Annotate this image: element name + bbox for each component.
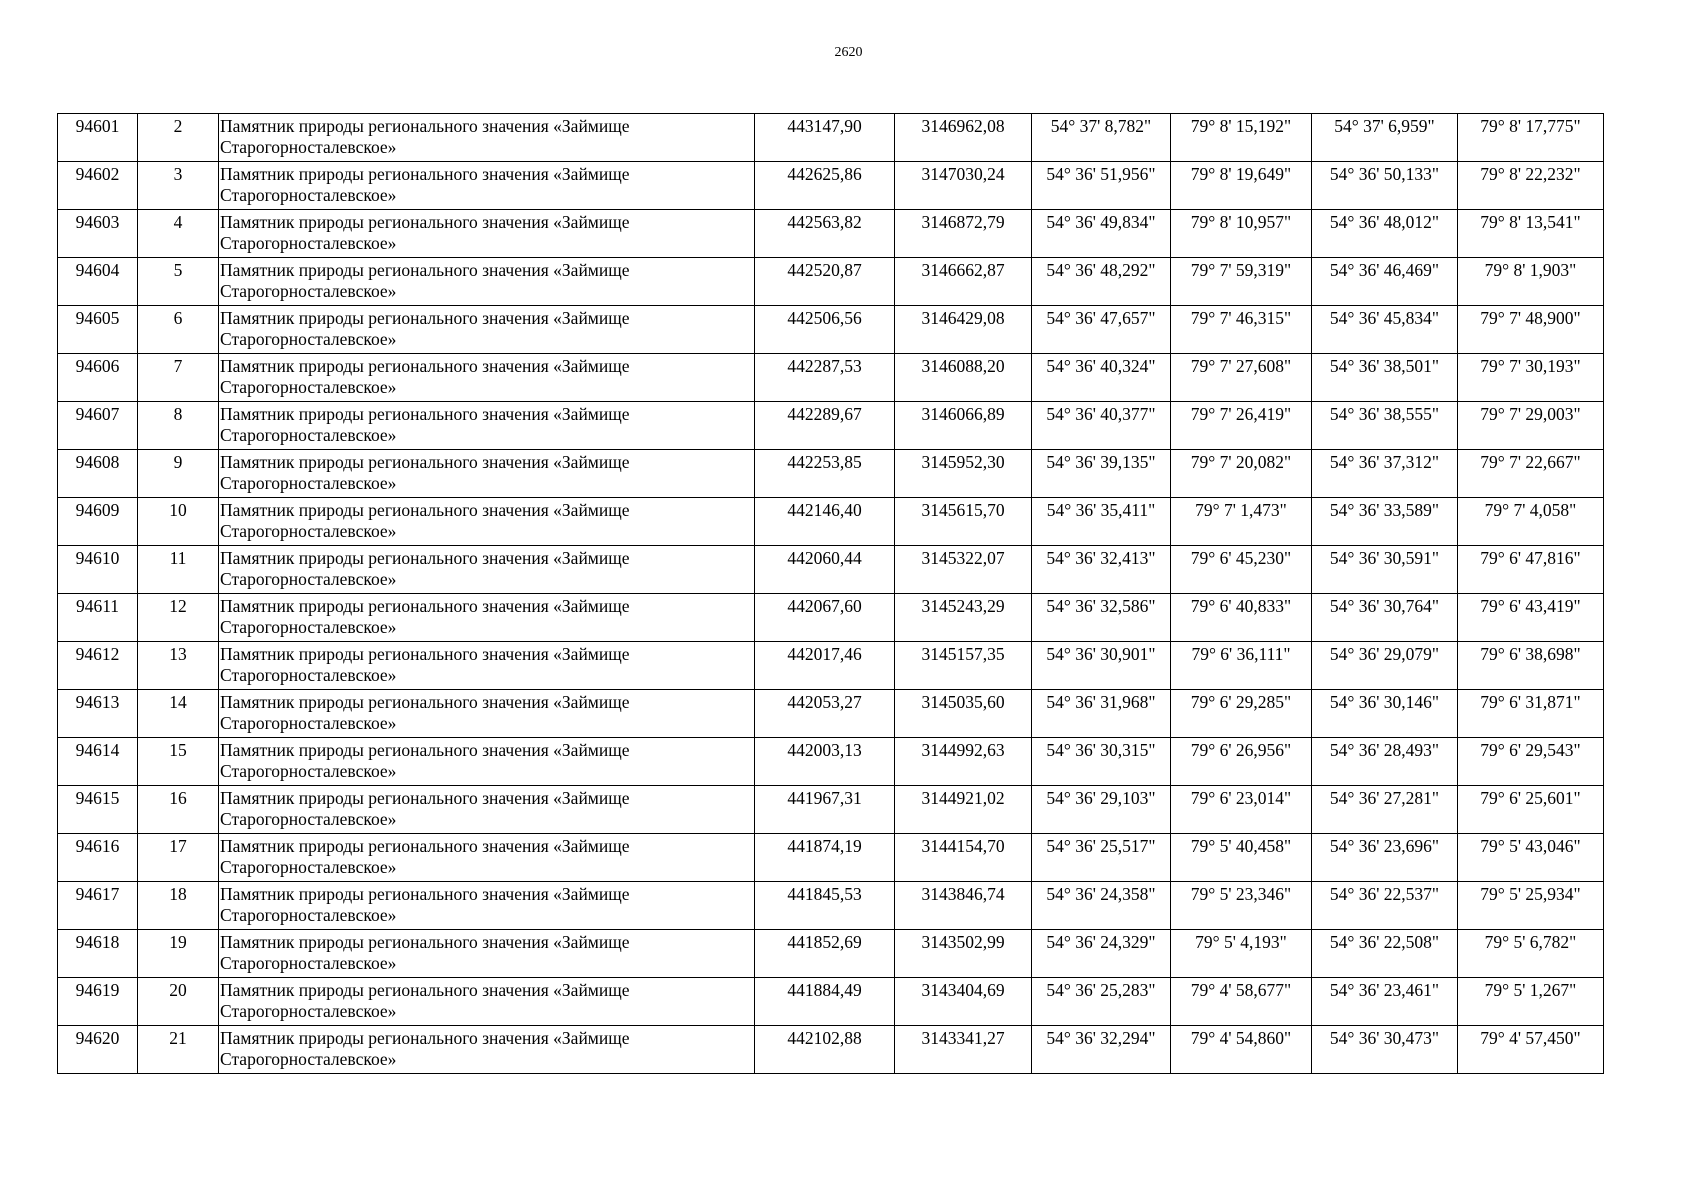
y-coordinate-cell: 3144992,63 <box>895 738 1032 786</box>
latitude-alt-cell: 54° 36' 48,012" <box>1312 210 1458 258</box>
row-id-cell: 94618 <box>58 930 138 978</box>
longitude-cell: 79° 8' 10,957" <box>1171 210 1312 258</box>
longitude-cell: 79° 7' 59,319" <box>1171 258 1312 306</box>
point-number-cell: 21 <box>138 1026 219 1074</box>
point-number-cell: 10 <box>138 498 219 546</box>
longitude-alt-cell: 79° 5' 25,934" <box>1458 882 1604 930</box>
longitude-cell: 79° 6' 29,285" <box>1171 690 1312 738</box>
table-row <box>58 402 1604 450</box>
longitude-cell: 79° 6' 23,014" <box>1171 786 1312 834</box>
point-number-cell: 16 <box>138 786 219 834</box>
point-number-cell: 17 <box>138 834 219 882</box>
table-row <box>58 642 1604 690</box>
latitude-alt-cell: 54° 36' 30,146" <box>1312 690 1458 738</box>
table-row <box>58 162 1604 210</box>
row-id-cell: 94605 <box>58 306 138 354</box>
table-row <box>58 978 1604 1026</box>
x-coordinate-cell: 442506,56 <box>755 306 895 354</box>
table-row <box>58 930 1604 978</box>
y-coordinate-cell: 3146662,87 <box>895 258 1032 306</box>
latitude-cell: 54° 36' 40,377" <box>1032 402 1171 450</box>
object-name-cell: Памятник природы регионального значения «Займище Старогорносталевское» <box>219 690 755 738</box>
table-row <box>58 546 1604 594</box>
latitude-alt-cell: 54° 36' 46,469" <box>1312 258 1458 306</box>
y-coordinate-cell: 3145157,35 <box>895 642 1032 690</box>
longitude-alt-cell: 79° 7' 29,003" <box>1458 402 1604 450</box>
x-coordinate-cell: 442003,13 <box>755 738 895 786</box>
x-coordinate-cell: 442520,87 <box>755 258 895 306</box>
y-coordinate-cell: 3143341,27 <box>895 1026 1032 1074</box>
object-name-cell: Памятник природы регионального значения «Займище Старогорносталевское» <box>219 738 755 786</box>
latitude-alt-cell: 54° 36' 30,591" <box>1312 546 1458 594</box>
x-coordinate-cell: 441874,19 <box>755 834 895 882</box>
table-row <box>58 210 1604 258</box>
point-number-cell: 12 <box>138 594 219 642</box>
latitude-alt-cell: 54° 36' 28,493" <box>1312 738 1458 786</box>
point-number-cell: 19 <box>138 930 219 978</box>
table-row <box>58 738 1604 786</box>
longitude-alt-cell: 79° 4' 57,450" <box>1458 1026 1604 1074</box>
row-id-cell: 94607 <box>58 402 138 450</box>
table-row <box>58 306 1604 354</box>
row-id-cell: 94616 <box>58 834 138 882</box>
latitude-alt-cell: 54° 36' 37,312" <box>1312 450 1458 498</box>
longitude-cell: 79° 6' 45,230" <box>1171 546 1312 594</box>
row-id-cell: 94602 <box>58 162 138 210</box>
latitude-alt-cell: 54° 36' 30,473" <box>1312 1026 1458 1074</box>
y-coordinate-cell: 3146066,89 <box>895 402 1032 450</box>
object-name-cell: Памятник природы регионального значения «Займище Старогорносталевское» <box>219 882 755 930</box>
object-name-cell: Памятник природы регионального значения «Займище Старогорносталевское» <box>219 786 755 834</box>
y-coordinate-cell: 3146429,08 <box>895 306 1032 354</box>
row-id-cell: 94620 <box>58 1026 138 1074</box>
x-coordinate-cell: 442053,27 <box>755 690 895 738</box>
object-name-cell: Памятник природы регионального значения «Займище Старогорносталевское» <box>219 930 755 978</box>
y-coordinate-cell: 3145322,07 <box>895 546 1032 594</box>
latitude-alt-cell: 54° 37' 6,959" <box>1312 114 1458 162</box>
latitude-cell: 54° 36' 35,411" <box>1032 498 1171 546</box>
y-coordinate-cell: 3145615,70 <box>895 498 1032 546</box>
x-coordinate-cell: 442102,88 <box>755 1026 895 1074</box>
object-name-cell: Памятник природы регионального значения «Займище Старогорносталевское» <box>219 210 755 258</box>
latitude-cell: 54° 36' 31,968" <box>1032 690 1171 738</box>
longitude-cell: 79° 7' 20,082" <box>1171 450 1312 498</box>
point-number-cell: 14 <box>138 690 219 738</box>
row-id-cell: 94615 <box>58 786 138 834</box>
latitude-cell: 54° 37' 8,782" <box>1032 114 1171 162</box>
longitude-cell: 79° 7' 27,608" <box>1171 354 1312 402</box>
point-number-cell: 18 <box>138 882 219 930</box>
latitude-cell: 54° 36' 30,901" <box>1032 642 1171 690</box>
longitude-alt-cell: 79° 6' 25,601" <box>1458 786 1604 834</box>
x-coordinate-cell: 442253,85 <box>755 450 895 498</box>
y-coordinate-cell: 3146088,20 <box>895 354 1032 402</box>
latitude-alt-cell: 54° 36' 30,764" <box>1312 594 1458 642</box>
object-name-cell: Памятник природы регионального значения «Займище Старогорносталевское» <box>219 402 755 450</box>
longitude-alt-cell: 79° 5' 6,782" <box>1458 930 1604 978</box>
x-coordinate-cell: 441967,31 <box>755 786 895 834</box>
row-id-cell: 94603 <box>58 210 138 258</box>
longitude-cell: 79° 7' 46,315" <box>1171 306 1312 354</box>
x-coordinate-cell: 442563,82 <box>755 210 895 258</box>
row-id-cell: 94601 <box>58 114 138 162</box>
table-row <box>58 498 1604 546</box>
x-coordinate-cell: 442287,53 <box>755 354 895 402</box>
longitude-cell: 79° 4' 58,677" <box>1171 978 1312 1026</box>
longitude-alt-cell: 79° 8' 13,541" <box>1458 210 1604 258</box>
longitude-alt-cell: 79° 7' 48,900" <box>1458 306 1604 354</box>
table-row <box>58 450 1604 498</box>
latitude-cell: 54° 36' 47,657" <box>1032 306 1171 354</box>
longitude-alt-cell: 79° 7' 22,667" <box>1458 450 1604 498</box>
table-row <box>58 834 1604 882</box>
row-id-cell: 94613 <box>58 690 138 738</box>
latitude-cell: 54° 36' 49,834" <box>1032 210 1171 258</box>
table-row <box>58 594 1604 642</box>
point-number-cell: 2 <box>138 114 219 162</box>
latitude-alt-cell: 54° 36' 27,281" <box>1312 786 1458 834</box>
longitude-alt-cell: 79° 6' 43,419" <box>1458 594 1604 642</box>
object-name-cell: Памятник природы регионального значения «Займище Старогорносталевское» <box>219 978 755 1026</box>
longitude-cell: 79° 4' 54,860" <box>1171 1026 1312 1074</box>
row-id-cell: 94612 <box>58 642 138 690</box>
x-coordinate-cell: 442625,86 <box>755 162 895 210</box>
row-id-cell: 94614 <box>58 738 138 786</box>
latitude-cell: 54° 36' 40,324" <box>1032 354 1171 402</box>
table-row <box>58 882 1604 930</box>
longitude-cell: 79° 8' 15,192" <box>1171 114 1312 162</box>
table-row <box>58 1026 1604 1074</box>
longitude-alt-cell: 79° 6' 31,871" <box>1458 690 1604 738</box>
longitude-alt-cell: 79° 7' 30,193" <box>1458 354 1604 402</box>
latitude-cell: 54° 36' 32,586" <box>1032 594 1171 642</box>
latitude-alt-cell: 54° 36' 22,508" <box>1312 930 1458 978</box>
latitude-cell: 54° 36' 25,283" <box>1032 978 1171 1026</box>
latitude-alt-cell: 54° 36' 45,834" <box>1312 306 1458 354</box>
point-number-cell: 8 <box>138 402 219 450</box>
x-coordinate-cell: 441852,69 <box>755 930 895 978</box>
x-coordinate-cell: 442060,44 <box>755 546 895 594</box>
y-coordinate-cell: 3144154,70 <box>895 834 1032 882</box>
latitude-alt-cell: 54° 36' 38,501" <box>1312 354 1458 402</box>
longitude-cell: 79° 5' 4,193" <box>1171 930 1312 978</box>
point-number-cell: 7 <box>138 354 219 402</box>
object-name-cell: Памятник природы регионального значения «Займище Старогорносталевское» <box>219 306 755 354</box>
point-number-cell: 4 <box>138 210 219 258</box>
latitude-cell: 54° 36' 30,315" <box>1032 738 1171 786</box>
point-number-cell: 6 <box>138 306 219 354</box>
object-name-cell: Памятник природы регионального значения «Займище Старогорносталевское» <box>219 354 755 402</box>
object-name-cell: Памятник природы регионального значения «Займище Старогорносталевское» <box>219 258 755 306</box>
longitude-cell: 79° 5' 40,458" <box>1171 834 1312 882</box>
longitude-cell: 79° 6' 26,956" <box>1171 738 1312 786</box>
object-name-cell: Памятник природы регионального значения «Займище Старогорносталевское» <box>219 1026 755 1074</box>
latitude-cell: 54° 36' 51,956" <box>1032 162 1171 210</box>
longitude-cell: 79° 8' 19,649" <box>1171 162 1312 210</box>
row-id-cell: 94611 <box>58 594 138 642</box>
table-row <box>58 354 1604 402</box>
page-number: 2620 <box>834 45 863 60</box>
table-row <box>58 690 1604 738</box>
longitude-alt-cell: 79° 5' 1,267" <box>1458 978 1604 1026</box>
latitude-cell: 54° 36' 24,358" <box>1032 882 1171 930</box>
x-coordinate-cell: 441845,53 <box>755 882 895 930</box>
y-coordinate-cell: 3145952,30 <box>895 450 1032 498</box>
row-id-cell: 94609 <box>58 498 138 546</box>
object-name-cell: Памятник природы регионального значения «Займище Старогорносталевское» <box>219 450 755 498</box>
latitude-cell: 54° 36' 48,292" <box>1032 258 1171 306</box>
point-number-cell: 20 <box>138 978 219 1026</box>
object-name-cell: Памятник природы регионального значения «Займище Старогорносталевское» <box>219 594 755 642</box>
y-coordinate-cell: 3143846,74 <box>895 882 1032 930</box>
object-name-cell: Памятник природы регионального значения «Займище Старогорносталевское» <box>219 834 755 882</box>
y-coordinate-cell: 3145035,60 <box>895 690 1032 738</box>
row-id-cell: 94604 <box>58 258 138 306</box>
longitude-alt-cell: 79° 6' 47,816" <box>1458 546 1604 594</box>
latitude-cell: 54° 36' 25,517" <box>1032 834 1171 882</box>
row-id-cell: 94619 <box>58 978 138 1026</box>
object-name-cell: Памятник природы регионального значения «Займище Старогорносталевское» <box>219 114 755 162</box>
table-body <box>58 114 1604 1074</box>
y-coordinate-cell: 3144921,02 <box>895 786 1032 834</box>
x-coordinate-cell: 442146,40 <box>755 498 895 546</box>
longitude-alt-cell: 79° 6' 38,698" <box>1458 642 1604 690</box>
x-coordinate-cell: 443147,90 <box>755 114 895 162</box>
point-number-cell: 11 <box>138 546 219 594</box>
latitude-cell: 54° 36' 39,135" <box>1032 450 1171 498</box>
point-number-cell: 3 <box>138 162 219 210</box>
row-id-cell: 94606 <box>58 354 138 402</box>
row-id-cell: 94610 <box>58 546 138 594</box>
object-name-cell: Памятник природы регионального значения «Займище Старогорносталевское» <box>219 162 755 210</box>
latitude-alt-cell: 54° 36' 22,537" <box>1312 882 1458 930</box>
object-name-cell: Памятник природы регионального значения «Займище Старогорносталевское» <box>219 642 755 690</box>
point-number-cell: 13 <box>138 642 219 690</box>
x-coordinate-cell: 441884,49 <box>755 978 895 1026</box>
y-coordinate-cell: 3146962,08 <box>895 114 1032 162</box>
longitude-cell: 79° 5' 23,346" <box>1171 882 1312 930</box>
longitude-cell: 79° 7' 26,419" <box>1171 402 1312 450</box>
latitude-cell: 54° 36' 24,329" <box>1032 930 1171 978</box>
latitude-alt-cell: 54° 36' 38,555" <box>1312 402 1458 450</box>
latitude-cell: 54° 36' 32,413" <box>1032 546 1171 594</box>
latitude-alt-cell: 54° 36' 33,589" <box>1312 498 1458 546</box>
table-row <box>58 114 1604 162</box>
longitude-alt-cell: 79° 5' 43,046" <box>1458 834 1604 882</box>
longitude-cell: 79° 6' 36,111" <box>1171 642 1312 690</box>
latitude-cell: 54° 36' 32,294" <box>1032 1026 1171 1074</box>
y-coordinate-cell: 3143502,99 <box>895 930 1032 978</box>
longitude-alt-cell: 79° 8' 22,232" <box>1458 162 1604 210</box>
point-number-cell: 5 <box>138 258 219 306</box>
longitude-cell: 79° 6' 40,833" <box>1171 594 1312 642</box>
longitude-alt-cell: 79° 6' 29,543" <box>1458 738 1604 786</box>
latitude-alt-cell: 54° 36' 29,079" <box>1312 642 1458 690</box>
y-coordinate-cell: 3146872,79 <box>895 210 1032 258</box>
latitude-alt-cell: 54° 36' 23,461" <box>1312 978 1458 1026</box>
coordinates-table <box>57 113 1604 1074</box>
point-number-cell: 9 <box>138 450 219 498</box>
x-coordinate-cell: 442017,46 <box>755 642 895 690</box>
y-coordinate-cell: 3143404,69 <box>895 978 1032 1026</box>
longitude-alt-cell: 79° 8' 17,775" <box>1458 114 1604 162</box>
longitude-alt-cell: 79° 7' 4,058" <box>1458 498 1604 546</box>
row-id-cell: 94608 <box>58 450 138 498</box>
longitude-alt-cell: 79° 8' 1,903" <box>1458 258 1604 306</box>
x-coordinate-cell: 442067,60 <box>755 594 895 642</box>
x-coordinate-cell: 442289,67 <box>755 402 895 450</box>
table-row <box>58 258 1604 306</box>
latitude-cell: 54° 36' 29,103" <box>1032 786 1171 834</box>
y-coordinate-cell: 3147030,24 <box>895 162 1032 210</box>
y-coordinate-cell: 3145243,29 <box>895 594 1032 642</box>
object-name-cell: Памятник природы регионального значения «Займище Старогорносталевское» <box>219 498 755 546</box>
latitude-alt-cell: 54° 36' 50,133" <box>1312 162 1458 210</box>
point-number-cell: 15 <box>138 738 219 786</box>
latitude-alt-cell: 54° 36' 23,696" <box>1312 834 1458 882</box>
longitude-cell: 79° 7' 1,473" <box>1171 498 1312 546</box>
object-name-cell: Памятник природы регионального значения «Займище Старогорносталевское» <box>219 546 755 594</box>
row-id-cell: 94617 <box>58 882 138 930</box>
table-row <box>58 786 1604 834</box>
